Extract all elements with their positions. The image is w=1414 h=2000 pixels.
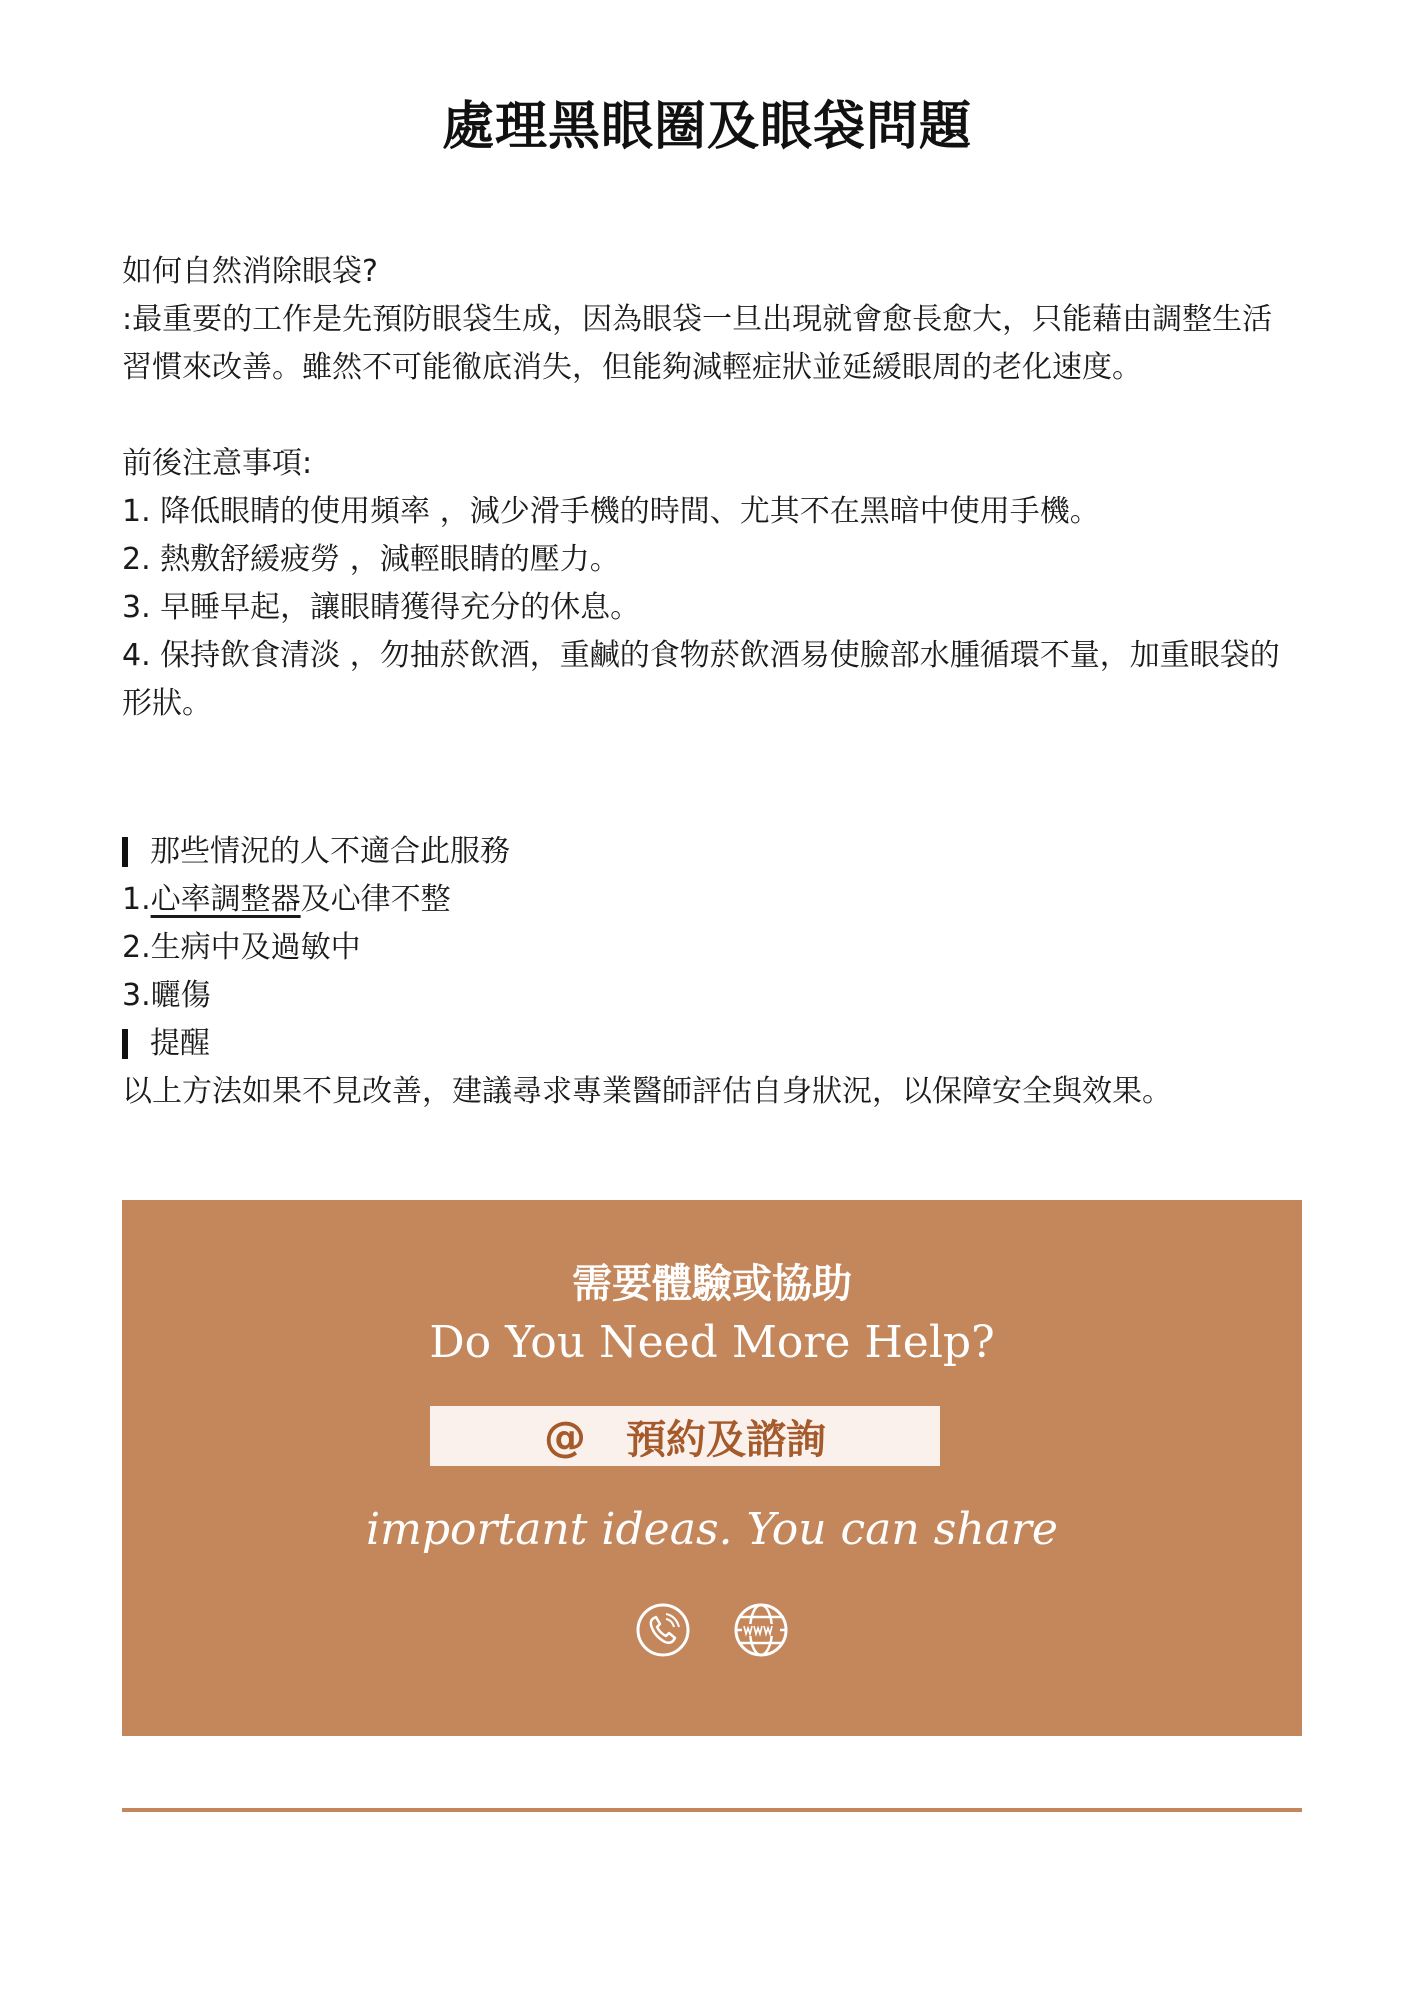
at-icon: @ (544, 1411, 586, 1461)
share-text: important ideas. You can share (366, 1504, 1058, 1555)
unsuitable-item-suffix: 及心律不整 (300, 882, 451, 917)
intro-section (122, 248, 1302, 392)
help-banner (122, 1200, 1302, 1736)
booking-button[interactable] (430, 1406, 940, 1466)
unsuitable-item-prefix: 1. (122, 882, 151, 917)
precautions-section (122, 440, 1302, 728)
precaution-item: 2. 熱敷舒緩疲勞 ，減輕眼睛的壓力。 (122, 542, 620, 577)
booking-button-label: 預約及諮詢 (626, 1416, 826, 1463)
globe-www-icon[interactable] (733, 1602, 789, 1658)
help-title-zh: 需要體驗或協助 (572, 1261, 852, 1307)
contact-icons (122, 1602, 1302, 1658)
page-title: 處理黑眼圈及眼袋問題 (441, 97, 972, 157)
footer-divider (122, 1808, 1302, 1812)
unsuitable-section (122, 828, 1302, 1116)
heading-bar (122, 837, 128, 867)
reminder-heading-text: 提醒 (150, 1026, 210, 1061)
unsuitable-item: 3.曬傷 (122, 978, 211, 1013)
unsuitable-item (122, 876, 1302, 924)
reminder-text: 以上方法如果不見改善，建議尋求專業醫師評估自身狀況，以保障安全與效果。 (122, 1074, 1172, 1109)
pacemaker-link[interactable]: 心率調整器 (150, 882, 301, 917)
precaution-item: 4. 保持飲食清淡 ，勿抽菸飲酒，重鹹的食物菸飲酒易使臉部水腫循環不量，加重眼袋的形狀。 (122, 638, 1280, 721)
precaution-item: 1. 降低眼睛的使用頻率 ，減少滑手機的時間、尤其不在黑暗中使用手機。 (122, 494, 1100, 529)
unsuitable-heading (122, 828, 1302, 876)
reminder-heading (122, 1020, 1302, 1068)
precaution-item: 3. 早睡早起，讓眼睛獲得充分的休息。 (122, 590, 641, 625)
phone-icon[interactable] (635, 1602, 691, 1658)
precautions-heading: 前後注意事項: (122, 446, 313, 481)
unsuitable-heading-text: 那些情況的人不適合此服務 (150, 834, 510, 869)
unsuitable-item: 2.生病中及過敏中 (122, 930, 361, 965)
intro-answer: :最重要的工作是先預防眼袋生成，因為眼袋一旦出現就會愈長愈大，只能藉由調整生活習慣來改善。雖然不可能徹底消失，但能夠減輕症狀並延緩眼周的老化速度。 (122, 302, 1273, 385)
help-title-en: Do You Need More Help? (429, 1317, 995, 1368)
intro-question: 如何自然消除眼袋? (122, 254, 378, 289)
heading-bar (122, 1029, 128, 1059)
